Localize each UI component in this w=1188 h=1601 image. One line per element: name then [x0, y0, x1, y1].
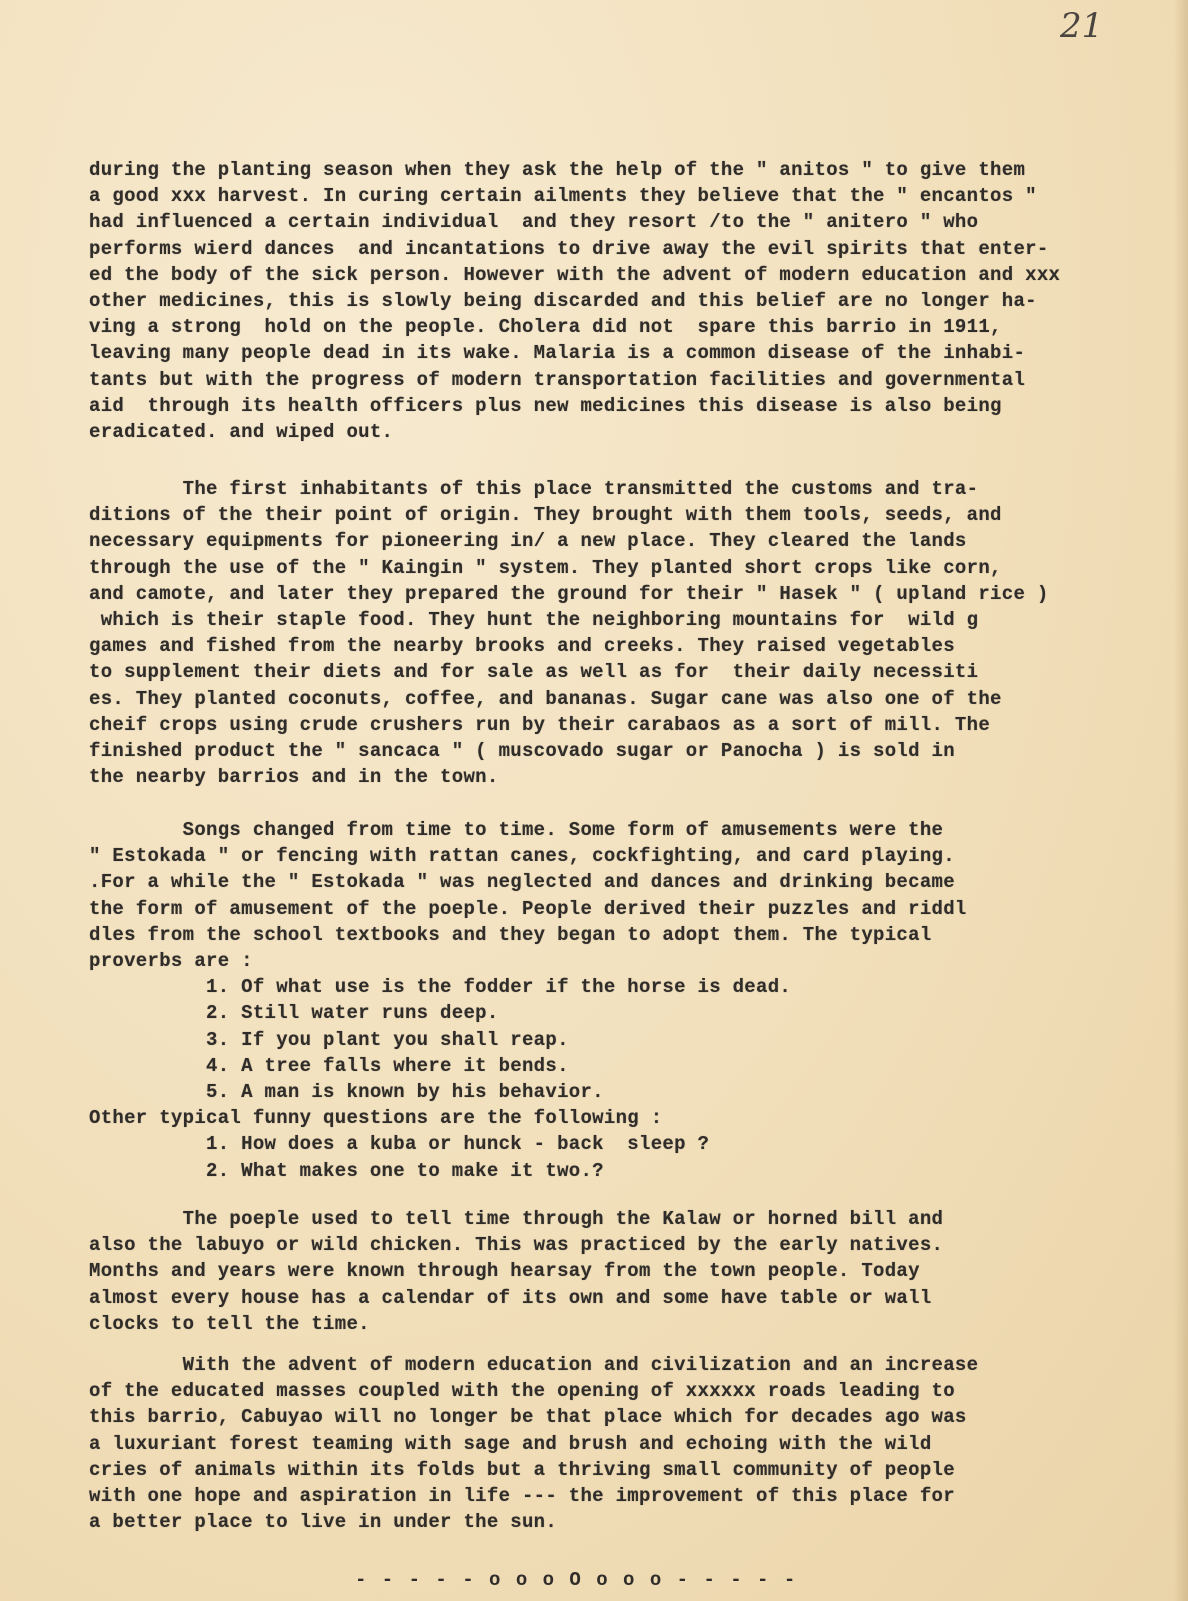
text-line: 2. What makes one to make it two.?	[89, 1159, 604, 1182]
text-line: With the advent of modern education and civilization and an increase	[89, 1354, 979, 1376]
text-line: cries of animals within its folds but a thriving small community of people	[89, 1458, 955, 1481]
text-line: a better place to live in under the sun.	[89, 1511, 558, 1534]
text-line: games and fished from the nearby brooks and creeks. They raised vegetables	[89, 635, 955, 658]
text-line: proverbs are :	[89, 950, 253, 972]
end-divider: - - - - - o o o O o o o - - - - -	[355, 1569, 798, 1591]
text-line: Songs changed from time to time. Some form of amusements were the	[89, 819, 944, 841]
text-line: during the planting season when they ask the help of the " anitos " to give them	[89, 159, 1026, 181]
text-line: 5. A man is known by his behavior.	[89, 1081, 604, 1103]
text-line: leaving many people dead in its wake. Malaria is a common disease of the inhabi-	[89, 342, 1026, 365]
text-line: .For a while the " Estokada " was neglected and dances and drinking became	[89, 871, 955, 894]
text-line: necessary equipments for pioneering in/ a new place. They cleared the lands	[89, 530, 967, 553]
text-line: finished product the " sancaca " ( muscovado sugar or Panocha ) is sold in	[89, 740, 955, 762]
text-line: clocks to tell the time.	[89, 1312, 370, 1335]
text-line: the nearby barrios and in the town.	[89, 766, 499, 789]
text-line: with one hope and aspiration in life --- the improvement of this place for	[89, 1485, 955, 1507]
text-line: ditions of the their point of origin. They brought with them tools, seeds, and	[89, 504, 1002, 527]
text-line: a luxuriant forest teaming with sage and brush and echoing with the wild	[89, 1432, 932, 1455]
text-line: The poeple used to tell time through the Kalaw or horned bill and	[89, 1208, 944, 1230]
text-line: 4. A tree falls where it bends.	[89, 1054, 569, 1077]
text-line: Months and years were known through hearsay from the town people. Today	[89, 1260, 920, 1283]
text-line: eradicated. and wiped out.	[89, 421, 394, 443]
text-line: almost every house has a calendar of its own and some have table or wall	[89, 1286, 932, 1309]
text-line: had influenced a certain individual and they resort /to the " anitero " who	[89, 211, 979, 234]
text-line: " Estokada " or fencing with rattan canes, cockfighting, and card playing.	[89, 845, 955, 868]
text-line: which is their staple food. They hunt the neighboring mountains for wild g	[89, 609, 979, 631]
text-line: 2. Still water runs deep.	[89, 1002, 499, 1025]
text-line: ving a strong hold on the people. Cholera did not spare this barrio in 1911,	[89, 316, 1002, 339]
text-line: Other typical funny questions are the following :	[89, 1107, 663, 1130]
text-line: through the use of the " Kaingin " system. They planted short crops like corn,	[89, 556, 1002, 579]
text-line: es. They planted coconuts, coffee, and bananas. Sugar cane was also one of the	[89, 687, 1002, 710]
text-line: 1. How does a kuba or hunck - back sleep ?	[89, 1133, 710, 1156]
text-line: 1. Of what use is the fodder if the horse is dead.	[89, 976, 792, 999]
text-line: cheif crops using crude crushers run by their carabaos as a sort of mill. The	[89, 713, 991, 736]
text-line: performs wierd dances and incantations to drive away the evil spirits that enter-	[89, 237, 1049, 260]
text-line: aid through its health officers plus new medicines this disease is also being	[89, 394, 1002, 417]
text-line: a good xxx harvest. In curing certain ailments they believe that the " encantos "	[89, 185, 1037, 208]
text-line: tants but with the progress of modern transportation facilities and governmental	[89, 368, 1026, 391]
text-line: also the labuyo or wild chicken. This was practiced by the early natives.	[89, 1234, 944, 1257]
text-line: and camote, and later they prepared the ground for their " Hasek " ( upland rice )	[89, 582, 1049, 605]
text-line: other medicines, this is slowly being discarded and this belief are no longer ha-	[89, 290, 1037, 312]
page-edge	[1174, 0, 1188, 1601]
text-line: dles from the school textbooks and they began to adopt them. The typical	[89, 923, 932, 946]
text-line: of the educated masses coupled with the opening of xxxxxx roads leading to	[89, 1380, 955, 1403]
text-line: The first inhabitants of this place transmitted the customs and tra-	[89, 478, 979, 500]
text-line: ed the body of the sick person. However with the advent of modern education and xxx	[89, 263, 1061, 286]
page-number: 21	[1060, 6, 1104, 46]
text-line: the form of amusement of the poeple. People derived their puzzles and riddl	[89, 897, 967, 920]
text-line: 3. If you plant you shall reap.	[89, 1028, 569, 1051]
text-line: this barrio, Cabuyao will no longer be that place which for decades ago was	[89, 1406, 967, 1429]
text-line: to supplement their diets and for sale as well as for their daily necessiti	[89, 661, 979, 684]
